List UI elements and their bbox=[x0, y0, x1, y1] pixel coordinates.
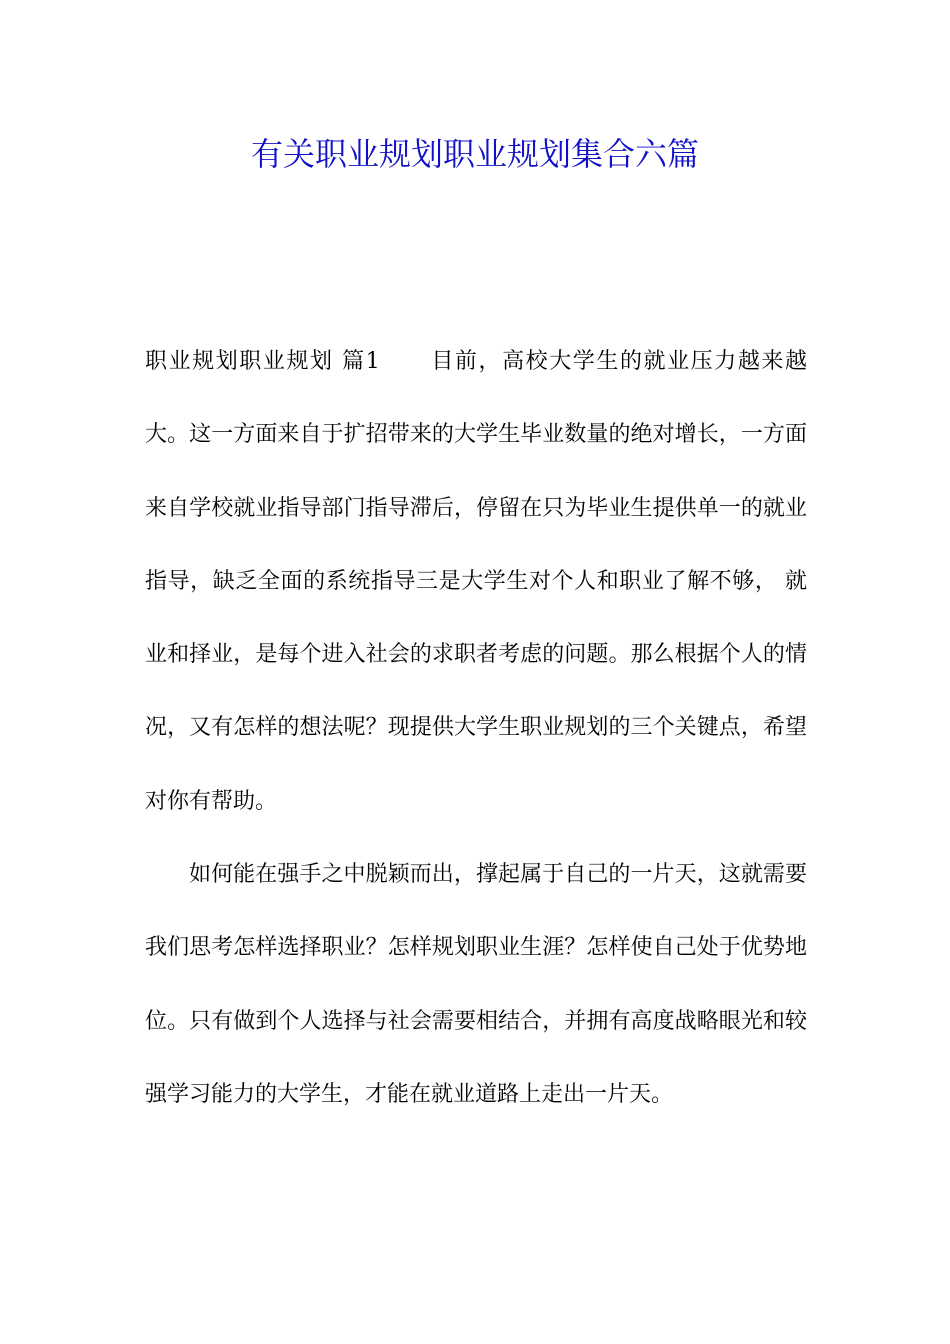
document-title: 有关职业规划职业规划集合六篇 bbox=[250, 135, 699, 173]
section-heading: 职业规划职业规划 篇1 bbox=[145, 349, 380, 374]
paragraph-2: 如何能在强手之中脱颖而出，撑起属于自己的一片天，这就需要我们思考怎样选择职业？怎样规划职业生涯？怎样使自己处于优势地位。只有做到个人选择与社会需要相结合，并拥有高度战略眼光和较强学习能力的大学生，才能在就业道路上走出一片天。 bbox=[145, 862, 807, 1107]
document-body bbox=[145, 325, 807, 1131]
paragraph-1-text: 目前，高校大学生的就业压力越来越大。这一方面来自于扩招带来的大学生毕业数量的绝对增长，一方面来自学校就业指导部门指导滞后，停留在只为毕业生提供单一的就业指导，缺乏全面的系统指导三是大学生对个人和职业了解不够， 就业和择业，是每个进入社会的求职者考虑的问题。那么根据个人的情况，又有怎样的想法呢？现提供大学生职业规划的三个关键点，希望对你有帮助。 bbox=[145, 349, 807, 814]
paragraph-1 bbox=[145, 325, 807, 838]
